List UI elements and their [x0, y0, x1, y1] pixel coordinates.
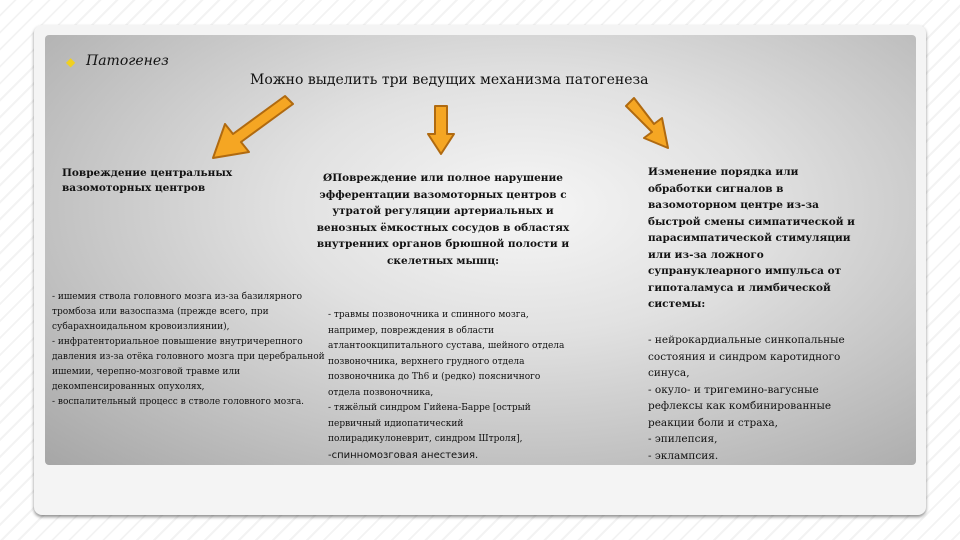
list-item: - окуло- и тригемино-вагусные рефлексы как комбинированные реакции боли и страха, [648, 383, 832, 429]
list-item: - нейрокардиальные синкопальные состояния и синдром каротидного синуса, [648, 334, 845, 379]
left-column-title: Повреждение центральных вазомоторных центров [62, 167, 233, 194]
arrow-left-icon [205, 92, 295, 162]
list-item: - ишемия ствола головного мозга из-за базилярного тромбоза или вазоспазма (прежде всего, при субарахноидальном кровоизлиянии), [52, 292, 303, 332]
middle-column-list [328, 308, 568, 463]
list-item: - воспалительный процесс в стволе головного мозга. [52, 397, 305, 407]
list-item: - тяжёлый синдром Гийена-Барре [острый первичный идиопатический полирадикулоневрит, синдром Штроля], [328, 403, 531, 444]
slide-heading: Патогенез [86, 53, 169, 69]
middle-column-title: ØПовреждение или полное нарушение эфферентации вазомоторных центров с утратой регуляции артериальных и венозных ёмкостных сосудов в областях внутренних органов брюшной полости и скелетных мышц: [316, 172, 570, 267]
list-item: - эпилепсия, [648, 433, 718, 445]
slide-subtitle: Можно выделить три ведущих механизма патогенеза [250, 72, 649, 88]
right-column-list [648, 332, 858, 464]
right-column-title: Изменение порядка или обработки сигналов в вазомоторном центре из-за быстрой смены симпатической и парасимпатической стимуляции или из-за ложного супрануклеарного импульса от гипоталамуса и лимбической системы: [648, 166, 855, 310]
diamond-bullet-icon: ◆ [66, 55, 76, 69]
list-item: - эклампсия. [648, 449, 719, 462]
list-item: - травмы позвоночника и спинного мозга, например, повреждения в области атлантоокципитального сустава, шейного отдела позвоночника, верхнего грудного отдела позвоночника до Th6 и (редко) поясничного отдела позвоночника, [328, 310, 565, 398]
list-item: - инфратенториальное повышение внутричерепного давления из-за отёка головного мозга при церебральной ишемии, черепно-мозговой травме или декомпенсированных опухолях, [52, 337, 325, 392]
list-item: -спинномозговая анестезия. [328, 449, 479, 461]
arrow-right-icon [624, 96, 674, 152]
left-column-list [52, 290, 334, 410]
arrow-down-icon [426, 104, 456, 156]
